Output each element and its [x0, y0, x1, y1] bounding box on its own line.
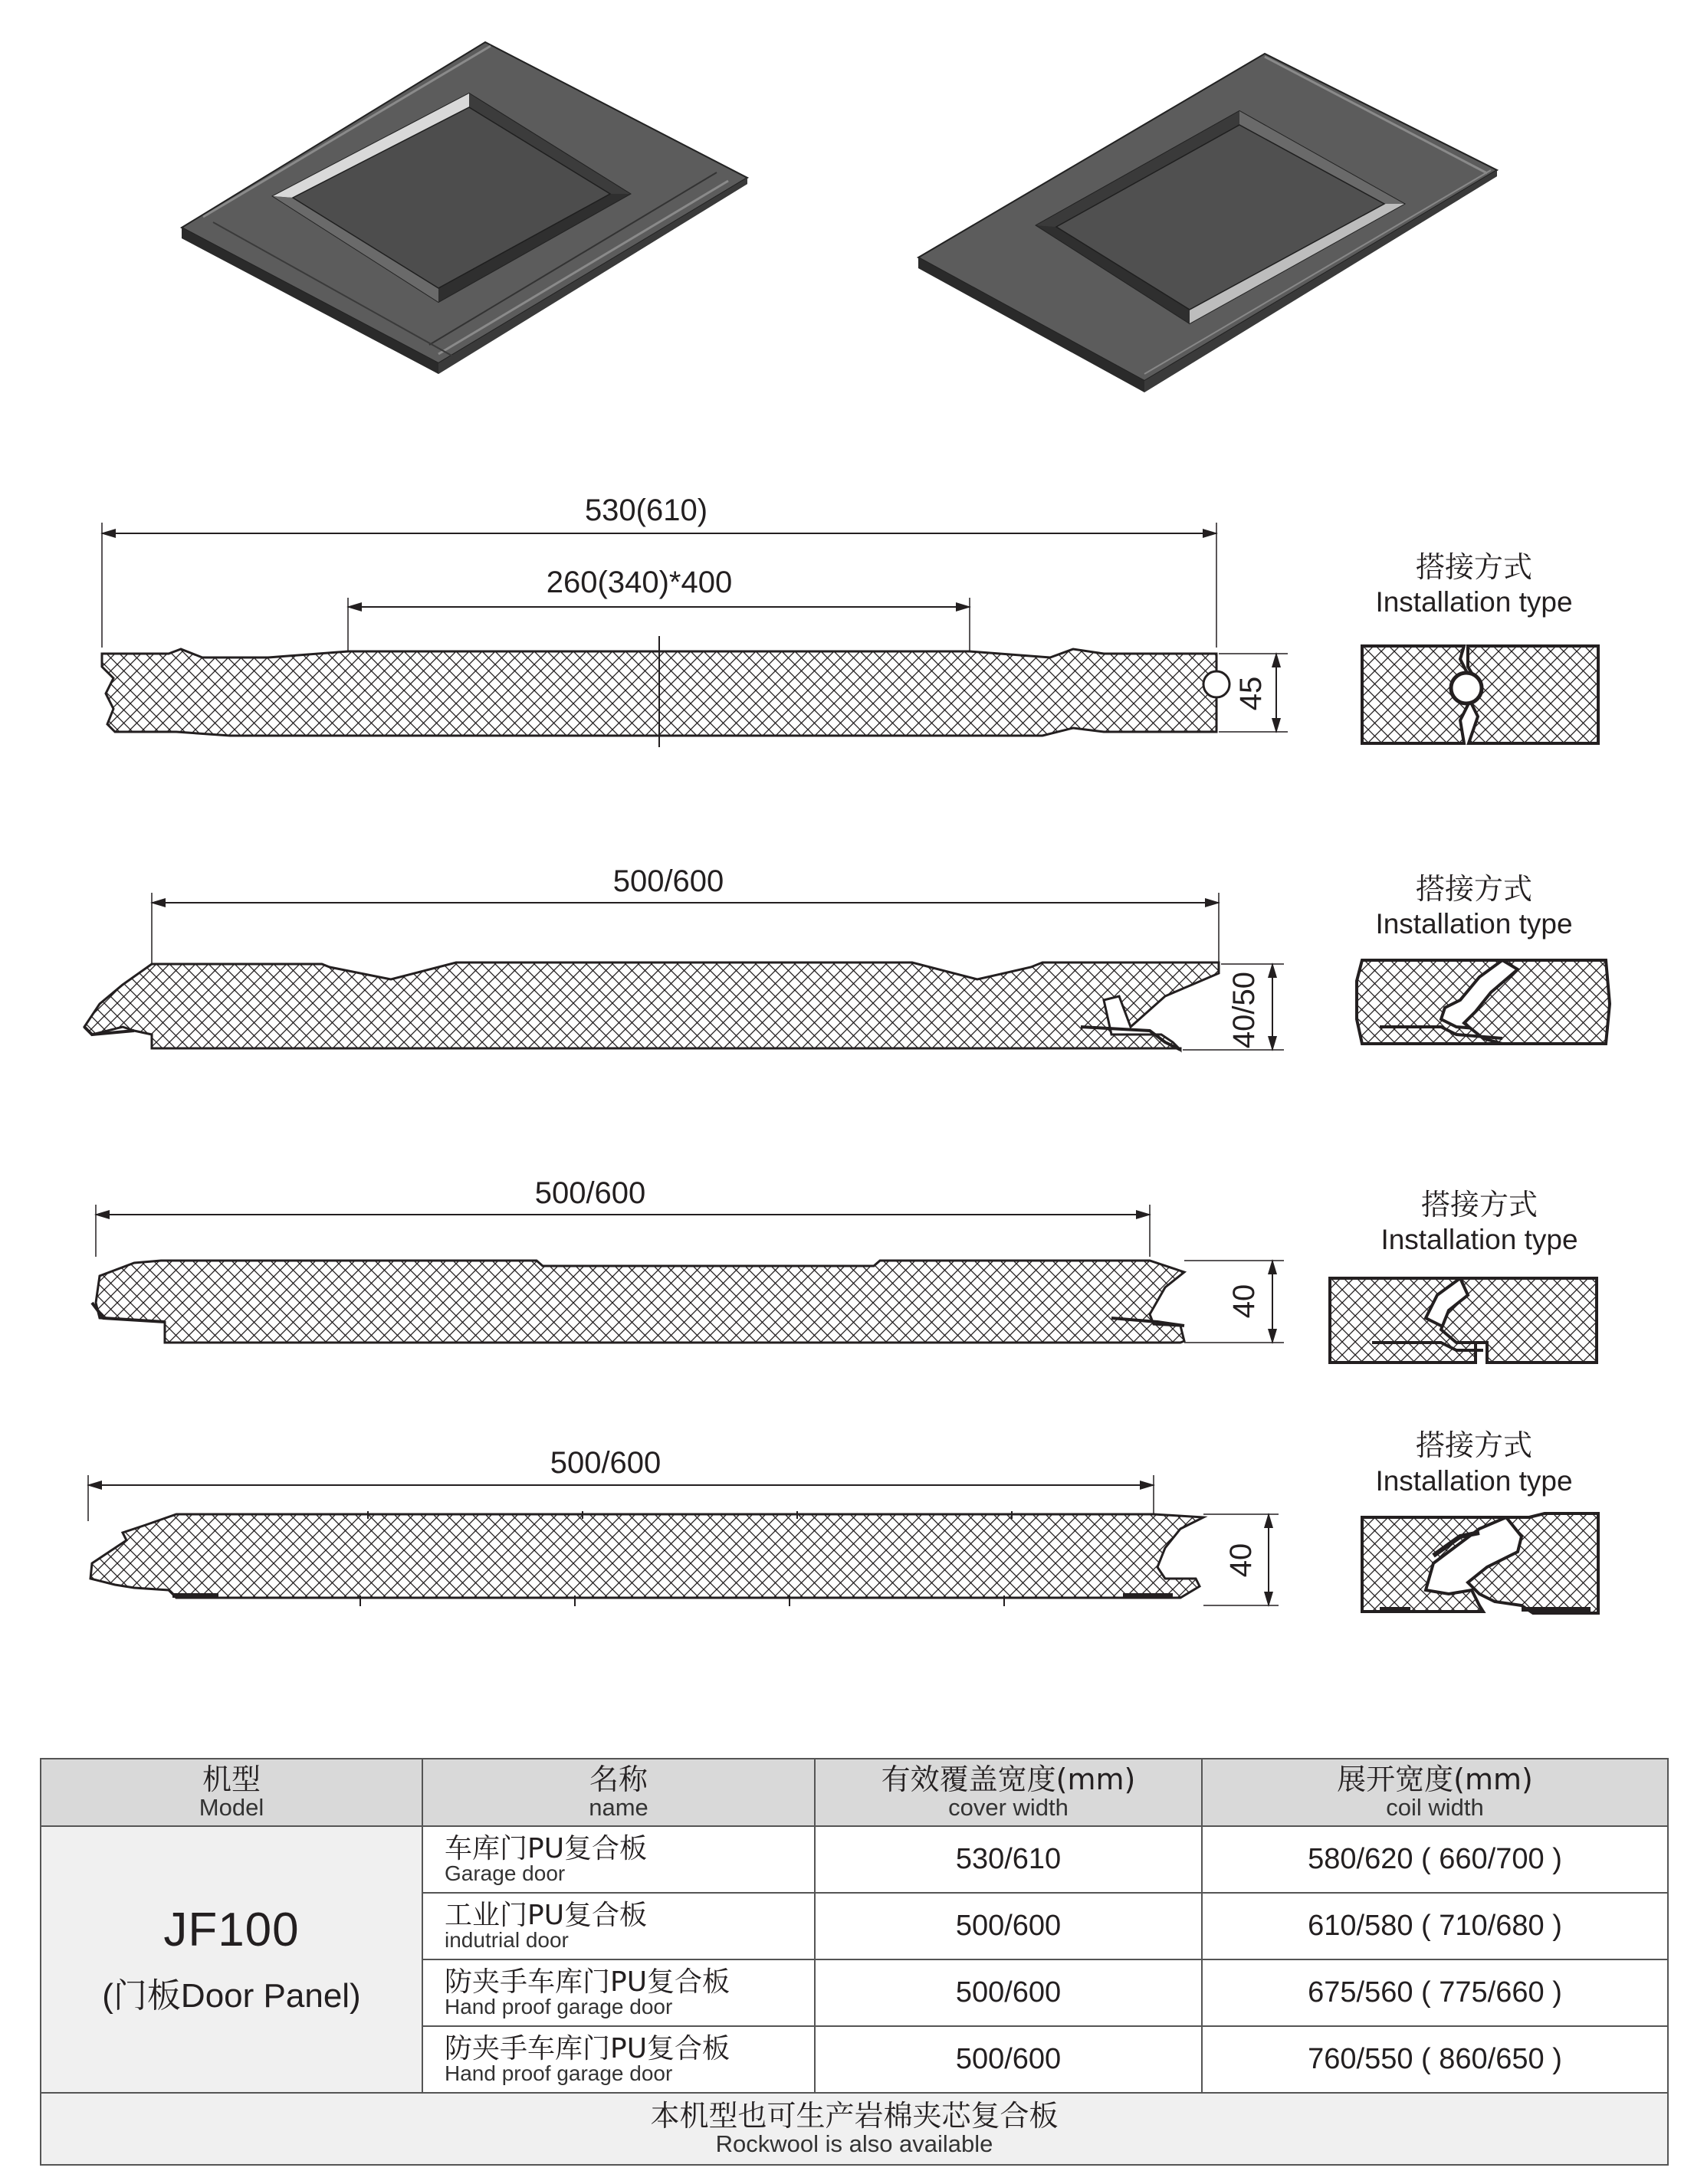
header-coil-en: coil width	[1386, 1793, 1484, 1821]
header-name	[422, 1759, 815, 1826]
install-2-cn: 搭接方式	[1415, 872, 1533, 906]
row-name-en: indutrial door	[445, 1927, 569, 1952]
table-footer-row	[41, 2093, 1668, 2165]
install-4-en: Installation type	[1375, 1465, 1573, 1497]
footer-cn: 本机型也可生产岩棉夹芯复合板	[650, 2098, 1059, 2133]
row-coil-width: 760/550 ( 860/650 )	[1202, 2026, 1668, 2093]
header-model-cn: 机型	[202, 1762, 261, 1796]
row-coil-width: 580/620 ( 660/700 )	[1202, 1826, 1668, 1893]
profile-4	[88, 1446, 1279, 1606]
install-1-cn: 搭接方式	[1415, 550, 1533, 584]
install-3	[1330, 1188, 1597, 1363]
footer-en: Rockwool is also available	[715, 2130, 993, 2157]
install-1-en: Installation type	[1375, 586, 1573, 618]
profile-1-thickness: 45	[1234, 676, 1268, 711]
model-cell	[41, 1826, 422, 2093]
table-header-row	[41, 1759, 1668, 1826]
install-4-cn: 搭接方式	[1415, 1428, 1533, 1462]
model-code: JF100	[163, 1903, 300, 1956]
profile-2-width: 500/600	[612, 864, 724, 898]
profile-1-inner-width: 260(340)*400	[546, 566, 733, 599]
header-model-en: Model	[199, 1793, 264, 1821]
profile-3-width: 500/600	[534, 1176, 646, 1210]
profile-3-thickness: 40	[1227, 1284, 1261, 1319]
profile-4-thickness: 40	[1224, 1543, 1258, 1578]
row-name-cn: 防夹手车库门PU复合板	[445, 2032, 730, 2064]
header-coil-width	[1202, 1759, 1668, 1826]
install-3-en: Installation type	[1380, 1224, 1578, 1255]
row-cover-width: 500/600	[815, 2026, 1202, 2093]
row-cover-width: 500/600	[815, 1893, 1202, 1959]
panel-render-right	[918, 54, 1497, 392]
profile-2	[84, 864, 1284, 1050]
row-name-en: Hand proof garage door	[445, 1994, 673, 2018]
row-name	[422, 1893, 815, 1959]
row-name	[422, 2026, 815, 2093]
profile-3	[92, 1176, 1284, 1343]
row-name-en: Hand proof garage door	[445, 2061, 673, 2085]
header-coil-cn: 展开宽度(mm)	[1337, 1762, 1533, 1796]
install-2	[1357, 872, 1610, 1044]
model-sub: (门板Door Panel)	[102, 1976, 361, 2015]
row-name	[422, 1959, 815, 2026]
header-cover-en: cover width	[948, 1793, 1069, 1821]
profile-4-width: 500/600	[550, 1446, 662, 1480]
row-coil-width: 610/580 ( 710/680 )	[1202, 1893, 1668, 1959]
row-name	[422, 1826, 815, 1893]
panel-render-left	[182, 42, 747, 374]
row-name-cn: 工业门PU复合板	[445, 1899, 648, 1931]
row-name-cn: 防夹手车库门PU复合板	[445, 1966, 730, 1998]
table-row	[41, 1826, 1668, 1893]
row-name-cn: 车库门PU复合板	[445, 1832, 648, 1864]
install-1	[1362, 550, 1598, 743]
header-name-en: name	[589, 1793, 648, 1821]
profile-1	[102, 494, 1288, 747]
install-2-en: Installation type	[1375, 908, 1573, 940]
footer-note	[41, 2093, 1668, 2165]
install-3-cn: 搭接方式	[1420, 1188, 1538, 1222]
profile-1-width: 530(610)	[584, 494, 708, 527]
header-model	[41, 1759, 422, 1826]
header-name-cn: 名称	[589, 1762, 648, 1796]
install-4	[1362, 1428, 1598, 1613]
row-coil-width: 675/560 ( 775/660 )	[1202, 1959, 1668, 2026]
profile-2-thickness: 40/50	[1227, 971, 1261, 1049]
header-cover-width	[815, 1759, 1202, 1826]
header-cover-cn: 有效覆盖宽度(mm)	[881, 1762, 1136, 1796]
row-name-en: Garage door	[445, 1861, 566, 1885]
row-cover-width: 500/600	[815, 1959, 1202, 2026]
row-cover-width: 530/610	[815, 1826, 1202, 1893]
spec-table	[40, 1758, 1669, 2166]
